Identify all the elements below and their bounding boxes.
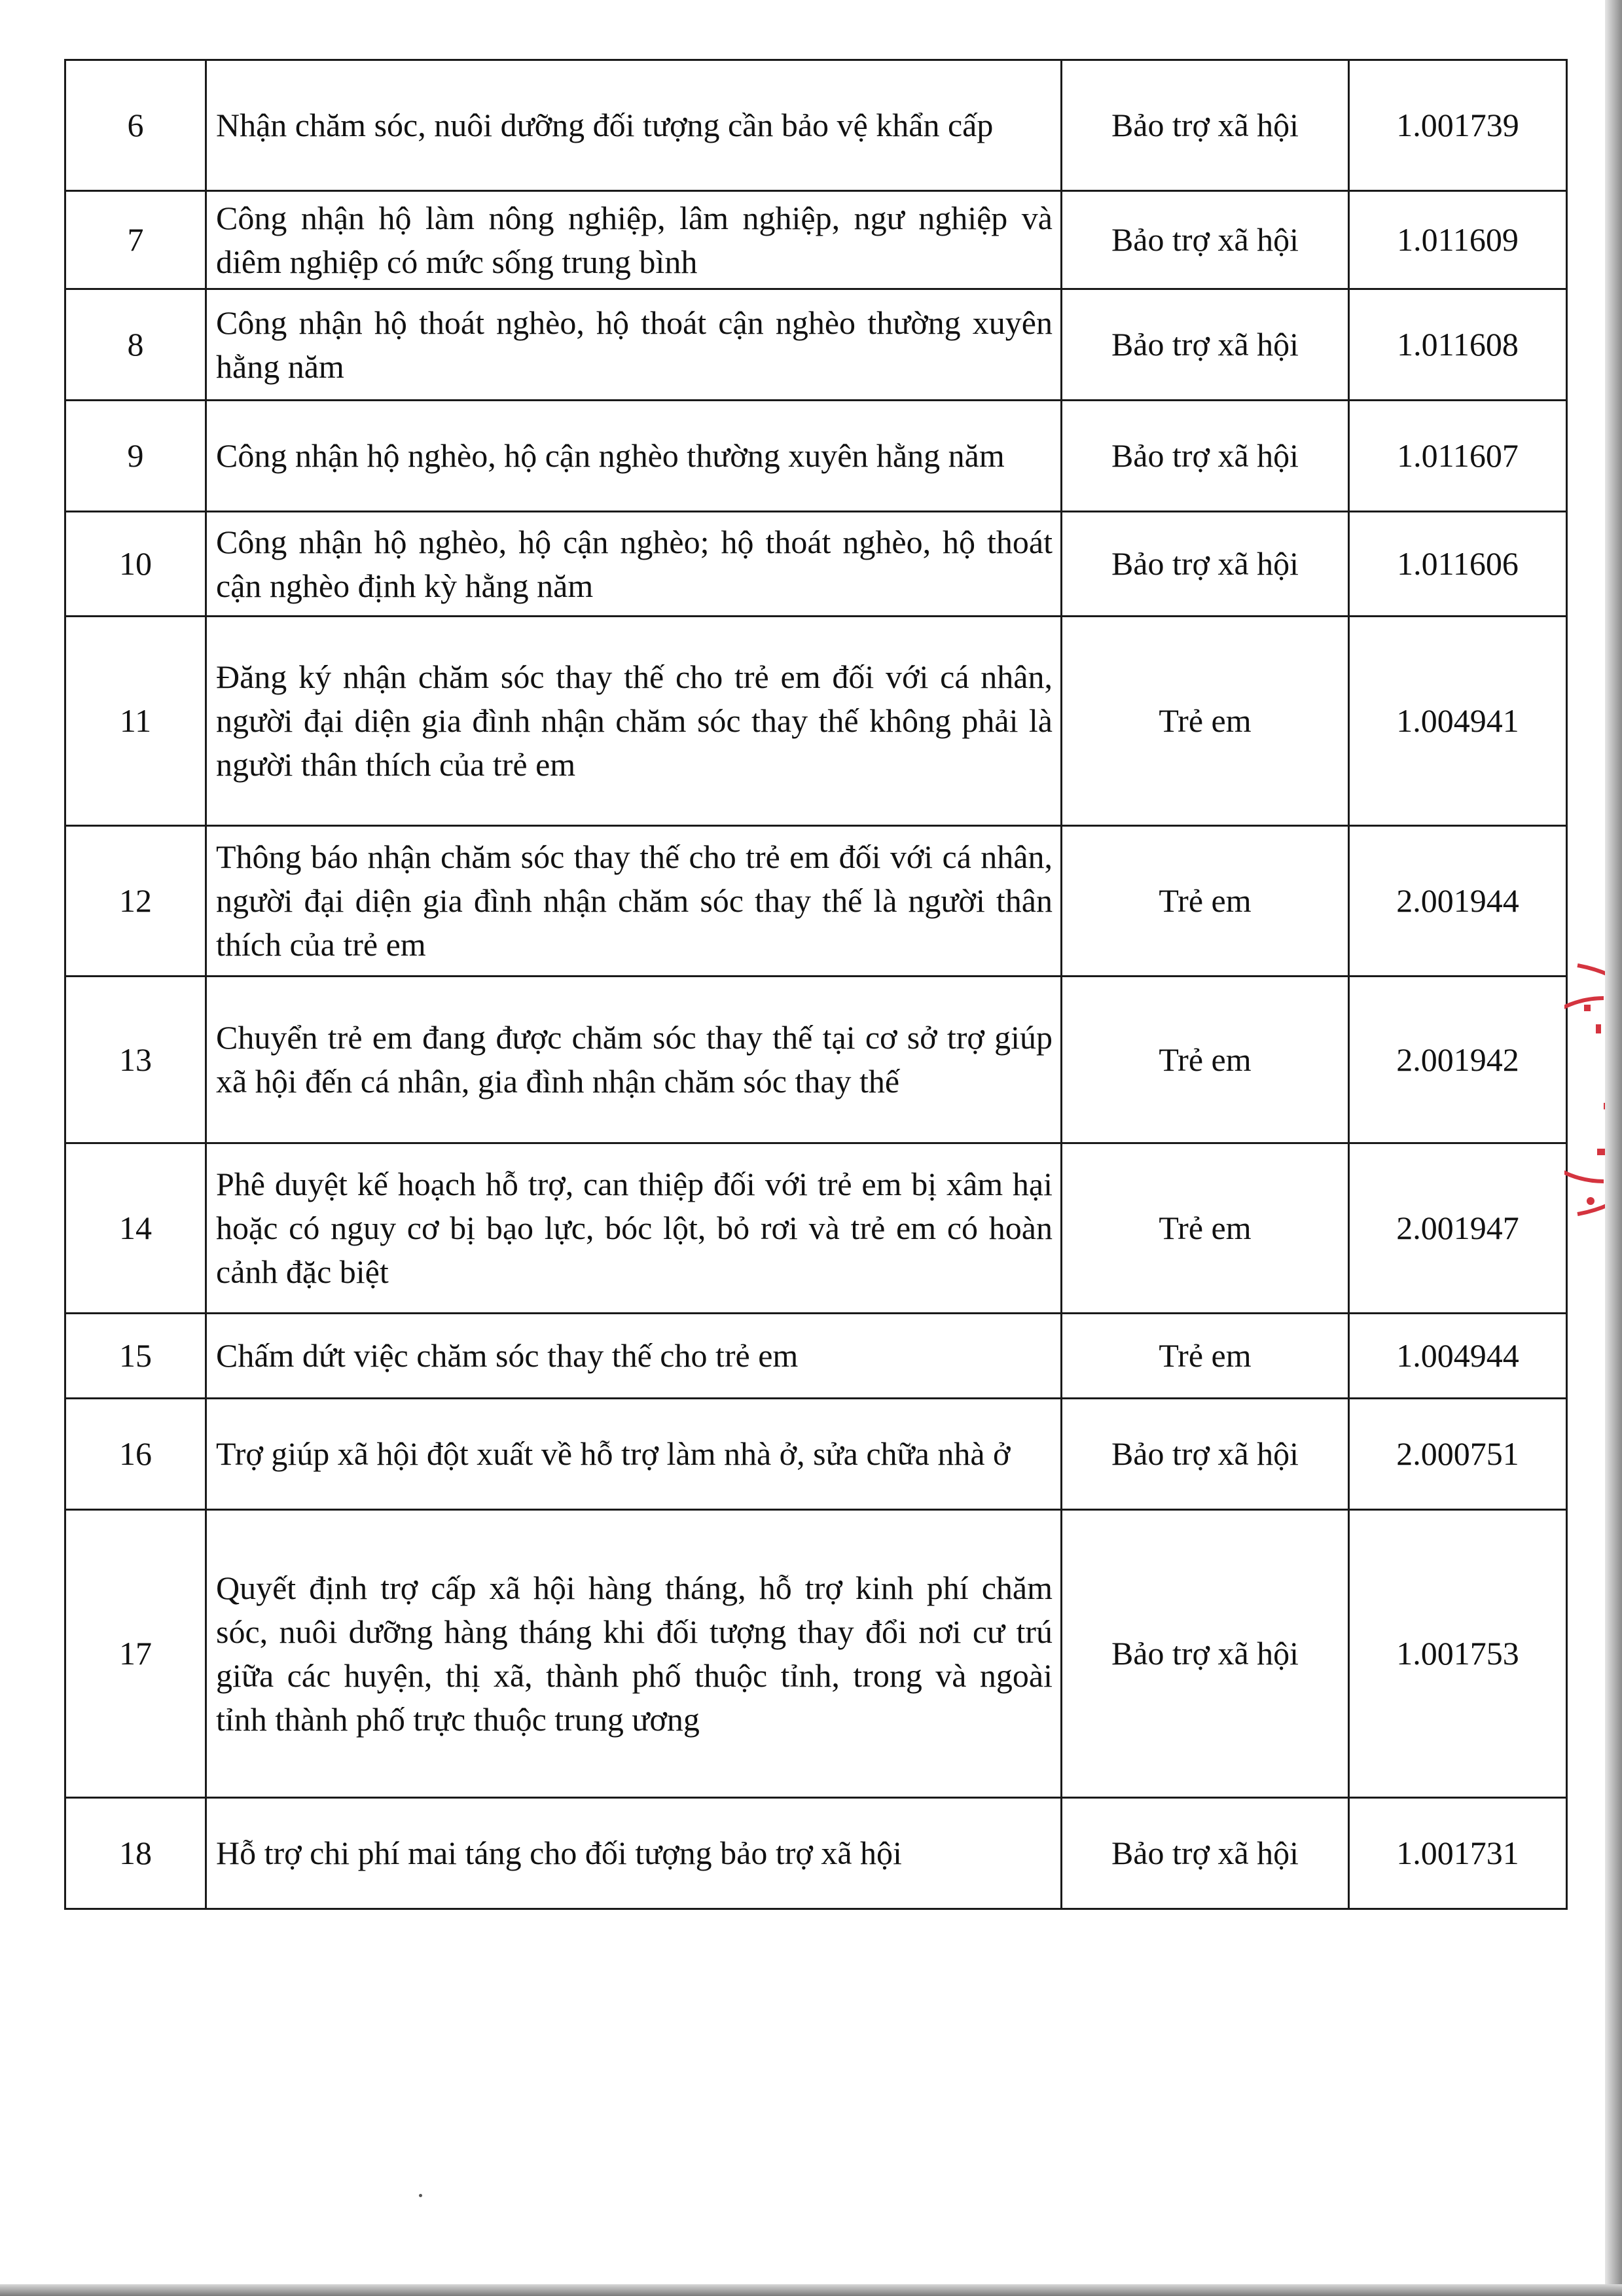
procedure-name: Thông báo nhận chăm sóc thay thế cho trẻ em đối với cá nhân, người đại diện gia đình nhận chăm sóc thay thế là người thân thích của trẻ em <box>206 826 1062 977</box>
procedure-field: Bảo trợ xã hội <box>1062 512 1349 617</box>
procedure-table <box>64 59 1568 1910</box>
procedure-field: Bảo trợ xã hội <box>1062 60 1349 191</box>
scan-edge-bottom <box>0 2284 1622 2296</box>
table-row <box>65 512 1567 617</box>
row-number: 14 <box>65 1143 206 1314</box>
procedure-name: Hỗ trợ chi phí mai táng cho đối tượng bảo trợ xã hội <box>206 1798 1062 1909</box>
procedure-name: Công nhận hộ nghèo, hộ cận nghèo; hộ thoát nghèo, hộ thoát cận nghèo định kỳ hằng năm <box>206 512 1062 617</box>
procedure-code: 1.001739 <box>1349 60 1567 191</box>
procedure-field: Bảo trợ xã hội <box>1062 191 1349 289</box>
procedure-field: Bảo trợ xã hội <box>1062 1399 1349 1510</box>
row-number: 9 <box>65 401 206 512</box>
procedure-name: Công nhận hộ làm nông nghiệp, lâm nghiệp, ngư nghiệp và diêm nghiệp có mức sống trung bình <box>206 191 1062 289</box>
procedure-name: Công nhận hộ thoát nghèo, hộ thoát cận nghèo thường xuyên hằng năm <box>206 289 1062 401</box>
row-number: 8 <box>65 289 206 401</box>
table-row <box>65 1510 1567 1798</box>
procedure-code: 2.001942 <box>1349 977 1567 1143</box>
scan-edge-right <box>1605 0 1622 2296</box>
procedure-code: 2.000751 <box>1349 1399 1567 1510</box>
procedure-field: Trẻ em <box>1062 826 1349 977</box>
procedure-field: Bảo trợ xã hội <box>1062 401 1349 512</box>
table-row <box>65 1399 1567 1510</box>
table-row <box>65 60 1567 191</box>
row-number: 13 <box>65 977 206 1143</box>
table-row <box>65 1143 1567 1314</box>
table-row <box>65 977 1567 1143</box>
procedure-field: Trẻ em <box>1062 977 1349 1143</box>
table-row <box>65 401 1567 512</box>
procedure-name: Trợ giúp xã hội đột xuất về hỗ trợ làm nhà ở, sửa chữa nhà ở <box>206 1399 1062 1510</box>
table-row <box>65 617 1567 826</box>
row-number: 12 <box>65 826 206 977</box>
procedure-code: 2.001947 <box>1349 1143 1567 1314</box>
procedure-name: Công nhận hộ nghèo, hộ cận nghèo thường xuyên hằng năm <box>206 401 1062 512</box>
procedure-code: 1.011608 <box>1349 289 1567 401</box>
row-number: 17 <box>65 1510 206 1798</box>
scan-speck <box>419 2194 422 2197</box>
procedure-name: Chấm dứt việc chăm sóc thay thế cho trẻ em <box>206 1314 1062 1399</box>
procedure-field: Bảo trợ xã hội <box>1062 1510 1349 1798</box>
row-number: 10 <box>65 512 206 617</box>
procedure-field: Trẻ em <box>1062 1143 1349 1314</box>
row-number: 18 <box>65 1798 206 1909</box>
row-number: 15 <box>65 1314 206 1399</box>
procedure-name: Chuyển trẻ em đang được chăm sóc thay thế tại cơ sở trợ giúp xã hội đến cá nhân, gia đình nhận chăm sóc thay thế <box>206 977 1062 1143</box>
procedure-field: Trẻ em <box>1062 617 1349 826</box>
procedure-code: 1.011607 <box>1349 401 1567 512</box>
procedure-code: 1.011609 <box>1349 191 1567 289</box>
procedure-name: Quyết định trợ cấp xã hội hàng tháng, hỗ trợ kinh phí chăm sóc, nuôi dưỡng hàng tháng khi đối tượng thay đổi nơi cư trú giữa các huyện, thị xã, thành phố thuộc tỉnh, trong và ngoài tỉnh thành phố trực thuộc trung ương <box>206 1510 1062 1798</box>
table-row <box>65 1314 1567 1399</box>
table-row <box>65 826 1567 977</box>
procedure-code: 1.001753 <box>1349 1510 1567 1798</box>
procedure-code: 1.004944 <box>1349 1314 1567 1399</box>
procedure-field: Trẻ em <box>1062 1314 1349 1399</box>
procedure-code: 2.001944 <box>1349 826 1567 977</box>
procedure-code: 1.011606 <box>1349 512 1567 617</box>
procedure-code: 1.001731 <box>1349 1798 1567 1909</box>
procedure-field: Bảo trợ xã hội <box>1062 1798 1349 1909</box>
row-number: 6 <box>65 60 206 191</box>
row-number: 11 <box>65 617 206 826</box>
procedure-name: Phê duyệt kế hoạch hỗ trợ, can thiệp đối với trẻ em bị xâm hại hoặc có nguy cơ bị bạo lực, bóc lột, bỏ rơi và trẻ em có hoàn cảnh đặc biệt <box>206 1143 1062 1314</box>
procedure-code: 1.004941 <box>1349 617 1567 826</box>
table-row <box>65 191 1567 289</box>
procedure-field: Bảo trợ xã hội <box>1062 289 1349 401</box>
table-row <box>65 289 1567 401</box>
procedure-name: Đăng ký nhận chăm sóc thay thế cho trẻ em đối với cá nhân, người đại diện gia đình nhận chăm sóc thay thế không phải là người thân thích của trẻ em <box>206 617 1062 826</box>
procedure-name: Nhận chăm sóc, nuôi dưỡng đối tượng cần bảo vệ khẩn cấp <box>206 60 1062 191</box>
table-row <box>65 1798 1567 1909</box>
row-number: 16 <box>65 1399 206 1510</box>
row-number: 7 <box>65 191 206 289</box>
